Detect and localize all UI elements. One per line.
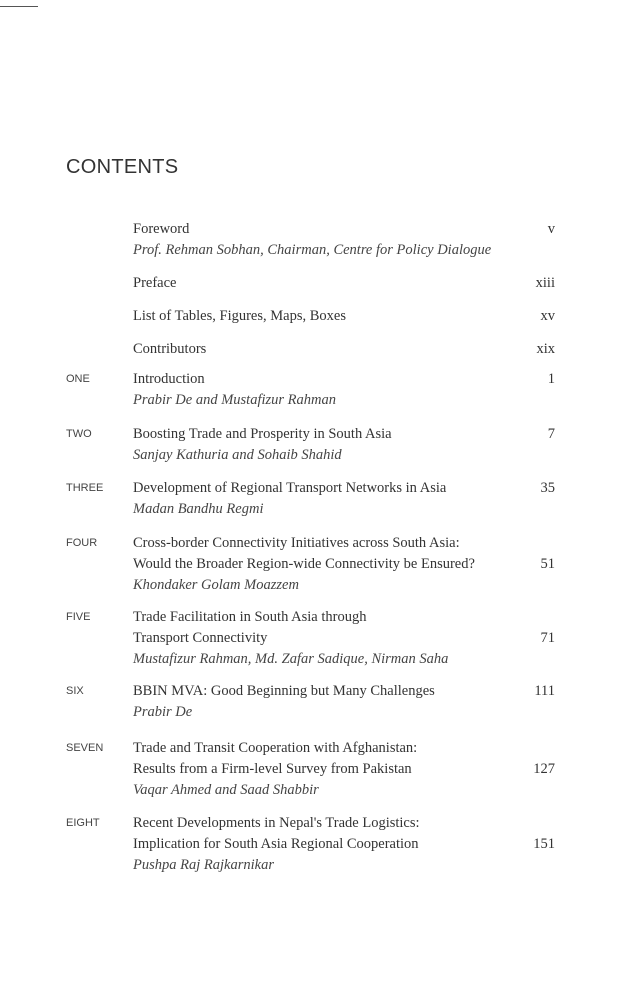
entry-title-line: BBIN MVA: Good Beginning but Many Challenges — [133, 683, 435, 699]
chapter-number: THREE — [66, 482, 104, 494]
entry-body — [133, 607, 493, 670]
entry-body — [133, 273, 493, 294]
entry-title-line: Contributors — [133, 341, 207, 357]
page-number: 1 — [547, 371, 555, 387]
entry-title-line: Recent Developments in Nepal's Trade Logistics: — [133, 815, 420, 831]
entry-title-line: Boosting Trade and Prosperity in South Asia — [133, 426, 392, 442]
entry-author: Prabir De and Mustafizur Rahman — [133, 392, 336, 408]
entry-title-line: Development of Regional Transport Networks in Asia — [133, 480, 447, 496]
entry-author: Sanjay Kathuria and Sohaib Shahid — [133, 447, 342, 463]
entry-title-line: List of Tables, Figures, Maps, Boxes — [133, 308, 346, 324]
entry-author: Vaqar Ahmed and Saad Shabbir — [133, 782, 319, 798]
entry-body — [133, 219, 493, 261]
entry-body — [133, 813, 493, 876]
entry-body — [133, 424, 493, 466]
page-number: xv — [540, 308, 555, 324]
page-number: v — [547, 221, 555, 237]
entry-title-line: Would the Broader Region-wide Connectivity be Ensured? — [133, 556, 475, 572]
entry-body — [133, 306, 493, 327]
entry-title-line: Introduction — [133, 371, 205, 387]
page-number: 7 — [547, 426, 555, 442]
contents-heading: CONTENTS — [66, 156, 179, 178]
entry-author: Prabir De — [133, 704, 193, 720]
entry-author: Mustafizur Rahman, Md. Zafar Sadique, Nirman Saha — [133, 651, 449, 667]
entry-body — [133, 339, 493, 360]
entry-title-line: Foreword — [133, 221, 190, 237]
page-number: xix — [536, 341, 555, 357]
entry-body — [133, 533, 493, 596]
chapter-number: FOUR — [66, 537, 98, 549]
entry-title-line: Preface — [133, 275, 177, 291]
entry-title-line: Implication for South Asia Regional Cooperation — [133, 836, 419, 852]
entry-author: Pushpa Raj Rajkarnikar — [133, 857, 274, 873]
entry-title-line: Trade and Transit Cooperation with Afghanistan: — [133, 740, 418, 756]
entry-body — [133, 478, 493, 520]
page-number: 35 — [540, 480, 555, 496]
entry-body — [133, 738, 493, 801]
chapter-number: SEVEN — [66, 742, 104, 754]
chapter-number: SIX — [66, 685, 84, 697]
page-number: xiii — [535, 275, 555, 291]
entry-title-line: Trade Facilitation in South Asia through — [133, 609, 367, 625]
scan-edge-mark — [0, 6, 38, 7]
entry-author: Prof. Rehman Sobhan, Chairman, Centre for Policy Dialogue — [133, 242, 492, 258]
page-number: 111 — [534, 683, 555, 699]
page-number: 127 — [533, 761, 555, 777]
page-number: 71 — [540, 630, 555, 646]
chapter-number: TWO — [66, 428, 92, 440]
entry-title-line: Cross-border Connectivity Initiatives across South Asia: — [133, 535, 460, 551]
page-number: 51 — [540, 556, 555, 572]
entry-body — [133, 681, 493, 723]
chapter-number: EIGHT — [66, 817, 100, 829]
entry-body — [133, 369, 493, 411]
entry-title-line: Transport Connectivity — [133, 630, 268, 646]
entry-author: Khondaker Golam Moazzem — [133, 577, 299, 593]
chapter-number: FIVE — [66, 611, 91, 623]
chapter-number: ONE — [66, 373, 90, 385]
entry-author: Madan Bandhu Regmi — [133, 501, 264, 517]
page-number: 151 — [533, 836, 555, 852]
entry-title-line: Results from a Firm-level Survey from Pakistan — [133, 761, 412, 777]
